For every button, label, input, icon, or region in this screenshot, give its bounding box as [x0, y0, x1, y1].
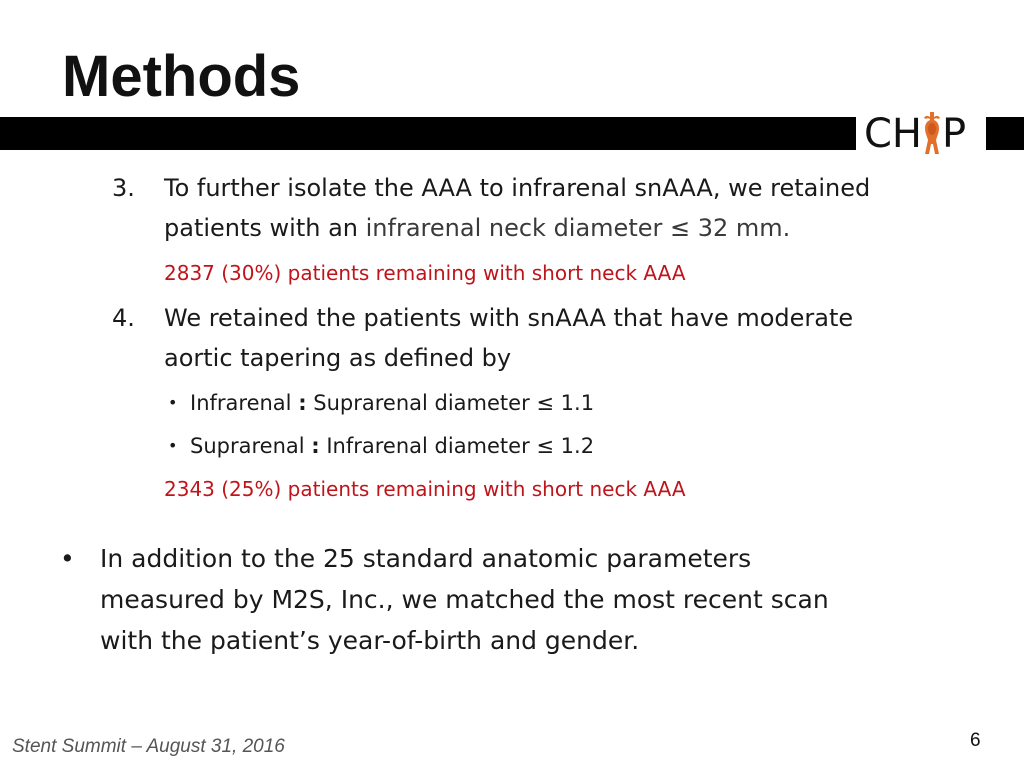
criterion-left: Suprarenal [190, 434, 312, 458]
step-4-number: 4. [112, 304, 135, 332]
criterion-right: Infrarenal diameter ≤ 1.2 [319, 434, 595, 458]
step-3-line2-rest: infrarenal neck diameter ≤ 32 mm. [365, 214, 791, 242]
criterion-item [168, 431, 594, 461]
step-3-line2-lead: patients with an [164, 214, 366, 242]
criterion-right: Suprarenal diameter ≤ 1.1 [306, 391, 595, 415]
header-bar-right [986, 117, 1024, 150]
main-bullet-line1: In addition to the 25 standard anatomic parameters [100, 544, 752, 573]
step-3-result: 2837 (30%) patients remaining with short neck AAA [164, 261, 686, 285]
bullet-dot: • [168, 436, 178, 455]
aorta-icon [921, 112, 943, 156]
main-bullet-line2: measured by M2S, Inc., we matched the most recent scan [100, 585, 829, 614]
step-4-line2: aortic tapering as defined by [164, 344, 512, 372]
chip-logo [864, 110, 966, 158]
step-4-result: 2343 (25%) patients remaining with short neck AAA [164, 477, 686, 501]
main-bullet-line3: with the patient’s year-of-birth and gender. [100, 626, 640, 655]
logo-text-end: P [942, 111, 967, 157]
step-3-number: 3. [112, 174, 135, 202]
criterion-item [168, 388, 594, 418]
footer-text: Stent Summit – August 31, 2016 [12, 736, 285, 757]
step-3-line1: To further isolate the AAA to infrarenal snAAA, we retained [164, 174, 871, 202]
slide-title: Methods [62, 44, 301, 109]
criterion-separator: : [311, 434, 320, 458]
logo-text-start: CH [864, 111, 923, 157]
page-number: 6 [970, 730, 981, 751]
step-3-line2 [164, 208, 974, 248]
header-bar-left [0, 117, 856, 150]
criterion-separator: : [298, 391, 307, 415]
step-4-line1: We retained the patients with snAAA that have moderate [164, 304, 854, 332]
bullet-dot: • [60, 544, 75, 573]
bullet-dot: • [168, 393, 178, 412]
criterion-left: Infrarenal [190, 391, 299, 415]
